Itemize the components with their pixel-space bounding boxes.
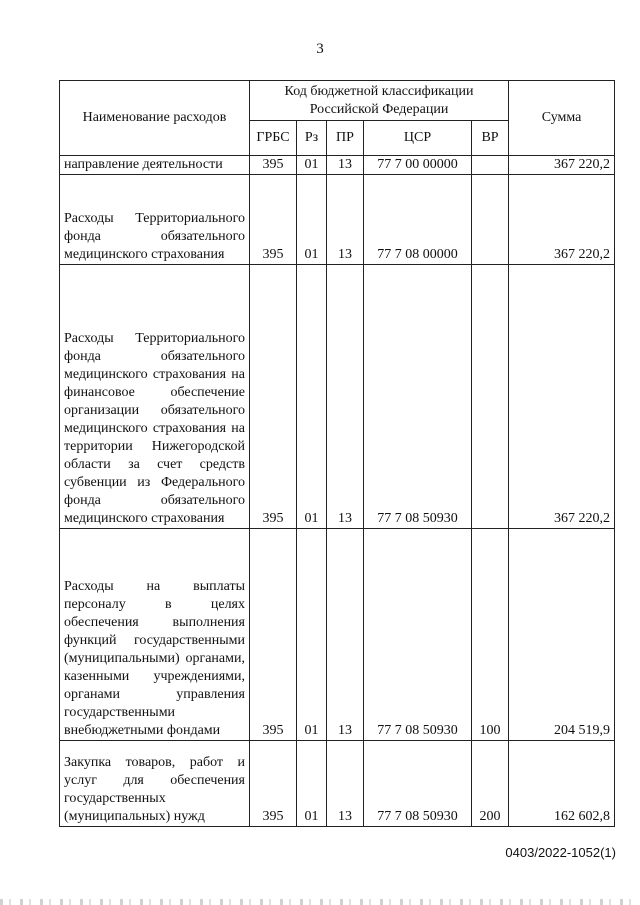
row-rz: 01 (297, 741, 327, 827)
row-grbs: 395 (250, 741, 297, 827)
table-row (60, 175, 615, 265)
scan-artifact-strip (0, 899, 640, 905)
row-pr: 13 (327, 265, 364, 529)
row-name: Расходы Территориального фонда обязательного медицинского страхования на финансовое обеспечение организации обязательного медицинского страхования на территории Нижегородской области за счет средств субвенции из Федерального фонда обязательного медицинского страхования (60, 265, 250, 529)
row-sum: 162 602,8 (509, 741, 615, 827)
column-header-name: Наименование расходов (60, 81, 250, 156)
row-sum: 367 220,2 (509, 156, 615, 175)
row-grbs: 395 (250, 156, 297, 175)
row-rz: 01 (297, 529, 327, 741)
row-sum: 367 220,2 (509, 265, 615, 529)
row-pr: 13 (327, 529, 364, 741)
column-header-csr: ЦСР (364, 121, 472, 156)
row-vr: 200 (472, 741, 509, 827)
row-csr: 77 7 08 00000 (364, 175, 472, 265)
column-header-rz: Рз (297, 121, 327, 156)
row-grbs: 395 (250, 175, 297, 265)
row-name: Расходы Территориального фонда обязательного медицинского страхования (60, 175, 250, 265)
row-csr: 77 7 08 50930 (364, 529, 472, 741)
column-header-pr: ПР (327, 121, 364, 156)
row-csr: 77 7 00 00000 (364, 156, 472, 175)
row-pr: 13 (327, 175, 364, 265)
row-vr (472, 265, 509, 529)
row-pr: 13 (327, 741, 364, 827)
row-sum: 204 519,9 (509, 529, 615, 741)
row-vr (472, 175, 509, 265)
table-row (60, 265, 615, 529)
row-vr: 100 (472, 529, 509, 741)
page-number: 3 (316, 41, 324, 57)
column-header-code-group: Код бюджетной классификации Российской Федерации (250, 81, 509, 121)
row-vr (472, 156, 509, 175)
row-rz: 01 (297, 156, 327, 175)
document-code: 0403/2022-1052(1) (505, 845, 616, 860)
expenses-table (59, 80, 615, 827)
row-pr: 13 (327, 156, 364, 175)
row-csr: 77 7 08 50930 (364, 265, 472, 529)
table-row (60, 156, 615, 175)
column-header-sum: Сумма (509, 81, 615, 156)
row-rz: 01 (297, 265, 327, 529)
row-grbs: 395 (250, 265, 297, 529)
row-csr: 77 7 08 50930 (364, 741, 472, 827)
row-name: направление деятельности (60, 156, 250, 175)
row-rz: 01 (297, 175, 327, 265)
row-sum: 367 220,2 (509, 175, 615, 265)
row-grbs: 395 (250, 529, 297, 741)
row-name: Закупка товаров, работ и услуг для обеспечения государственных (муниципальных) нужд (60, 741, 250, 827)
column-header-grbs: ГРБС (250, 121, 297, 156)
column-header-vr: ВР (472, 121, 509, 156)
table-row (60, 529, 615, 741)
table-row (60, 741, 615, 827)
row-name: Расходы на выплаты персоналу в целях обеспечения выполнения функций государственными (муниципальными) органами, казенными учреждениями, органами управления государственными внебюджетными фондами (60, 529, 250, 741)
